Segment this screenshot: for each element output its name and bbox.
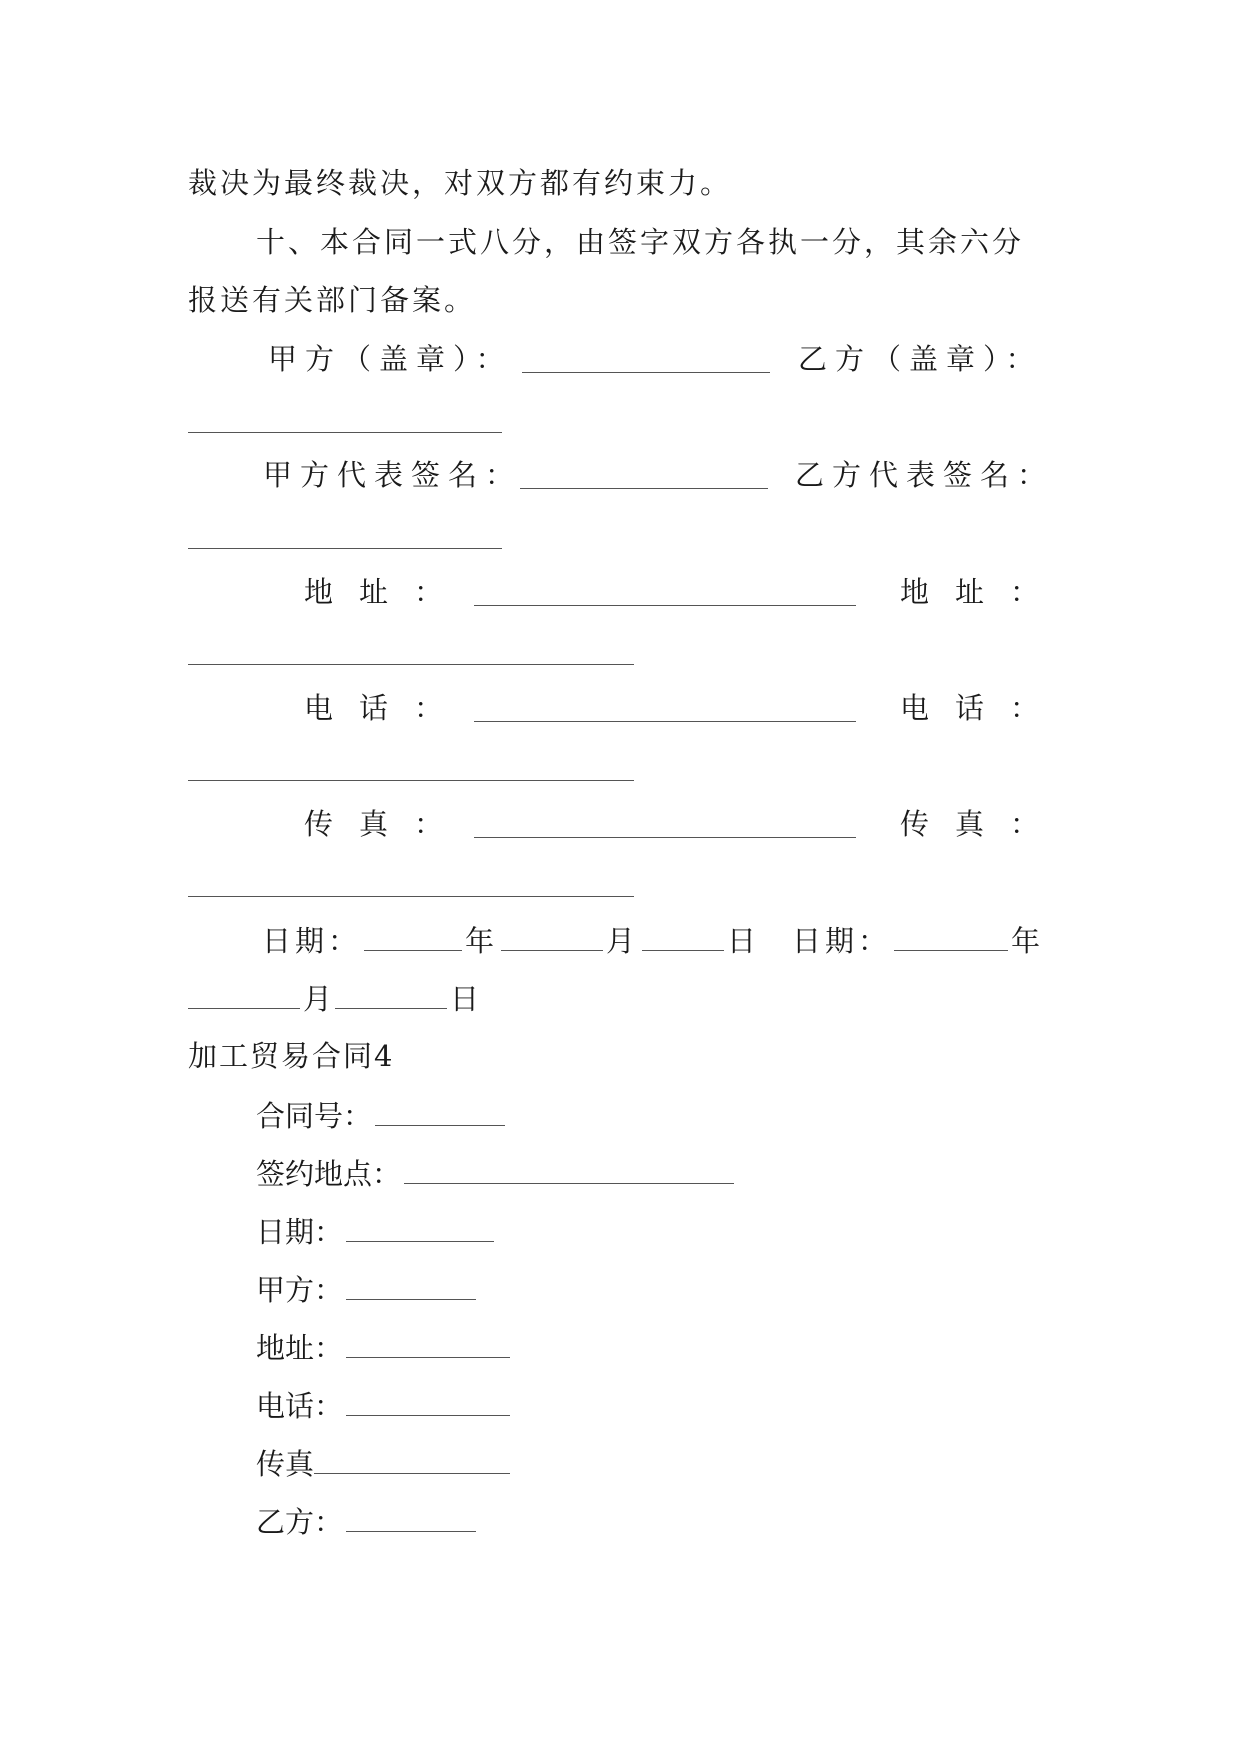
party-b-month-blank <box>188 978 300 1009</box>
date-field-blank <box>346 1211 494 1242</box>
day-label: 日 <box>727 924 761 958</box>
party-a-seal-label: 甲方（盖章）： <box>268 342 513 376</box>
paragraph-line: 报送有关部门备案。 <box>188 283 477 317</box>
year-label: 年 <box>465 924 499 958</box>
sign-place-label: 签约地点： <box>256 1157 402 1191</box>
contract-no-blank <box>375 1095 505 1126</box>
party-a-fax-label: 传真： <box>304 807 470 841</box>
section-title: 加工贸易合同4 <box>188 1039 395 1073</box>
party-a-address-label: 地址： <box>304 575 470 609</box>
party-a-month-blank <box>501 920 603 951</box>
clause-ten-line: 十、本合同一式八分，由签字双方各执一分，其余六分 <box>256 225 1025 259</box>
fax-label: 传真 <box>256 1447 315 1481</box>
party-b-blank <box>346 1501 476 1532</box>
party-b-fax-blank <box>188 896 634 897</box>
party-a-fax-blank <box>474 837 856 838</box>
party-a-phone-blank <box>474 721 856 722</box>
fax-blank <box>314 1443 510 1474</box>
party-a-address-blank <box>474 605 856 606</box>
phone-blank <box>346 1385 510 1416</box>
party-a-date-label: 日期： <box>262 924 362 958</box>
sign-place-row <box>256 1153 737 1193</box>
fax-row <box>256 1443 513 1483</box>
party-a-year-blank <box>364 920 462 951</box>
month-label: 月 <box>606 924 640 958</box>
party-b-address-blank <box>188 664 634 665</box>
party-a-phone-label: 电话： <box>304 691 470 725</box>
party-a-row <box>256 1269 479 1309</box>
sign-place-blank <box>404 1153 734 1184</box>
party-b-label: 乙方： <box>256 1505 344 1539</box>
year-label: 年 <box>1011 924 1045 958</box>
party-b-phone-blank <box>188 780 634 781</box>
party-b-fax-label: 传真： <box>900 807 1066 841</box>
party-b-phone-label: 电话： <box>900 691 1066 725</box>
day-label: 日 <box>450 982 480 1016</box>
paragraph-line: 裁决为最终裁决，对双方都有约束力。 <box>188 166 733 200</box>
party-a-blank <box>346 1269 476 1300</box>
party-a-rep-label: 甲方代表签名： <box>263 458 523 492</box>
party-b-rep-label: 乙方代表签名： <box>795 458 1055 492</box>
party-b-address-label: 地址： <box>900 575 1066 609</box>
address-row <box>256 1327 513 1367</box>
date-row-b <box>792 920 1044 960</box>
contract-no-label: 合同号： <box>256 1099 373 1133</box>
phone-label: 电话： <box>256 1389 344 1423</box>
address-label: 地址： <box>256 1331 344 1365</box>
contract-no-row <box>256 1095 508 1135</box>
party-a-seal-blank <box>522 372 770 373</box>
month-label: 月 <box>303 982 333 1016</box>
party-a-label: 甲方： <box>256 1273 344 1307</box>
party-b-seal-blank <box>188 432 502 433</box>
date-row <box>262 920 760 960</box>
date-row-b-cont <box>188 978 479 1018</box>
party-b-day-blank <box>335 978 447 1009</box>
party-b-rep-blank <box>188 548 502 549</box>
phone-row <box>256 1385 513 1425</box>
party-a-day-blank <box>642 920 724 951</box>
party-b-year-blank <box>894 920 1008 951</box>
party-a-rep-blank <box>520 488 768 489</box>
party-b-seal-label: 乙方（盖章）： <box>798 342 1043 376</box>
date-field-label: 日期： <box>256 1215 344 1249</box>
party-b-date-label: 日期： <box>792 924 892 958</box>
date-field-row <box>256 1211 497 1251</box>
party-b-row <box>256 1501 479 1541</box>
address-blank <box>346 1327 510 1358</box>
